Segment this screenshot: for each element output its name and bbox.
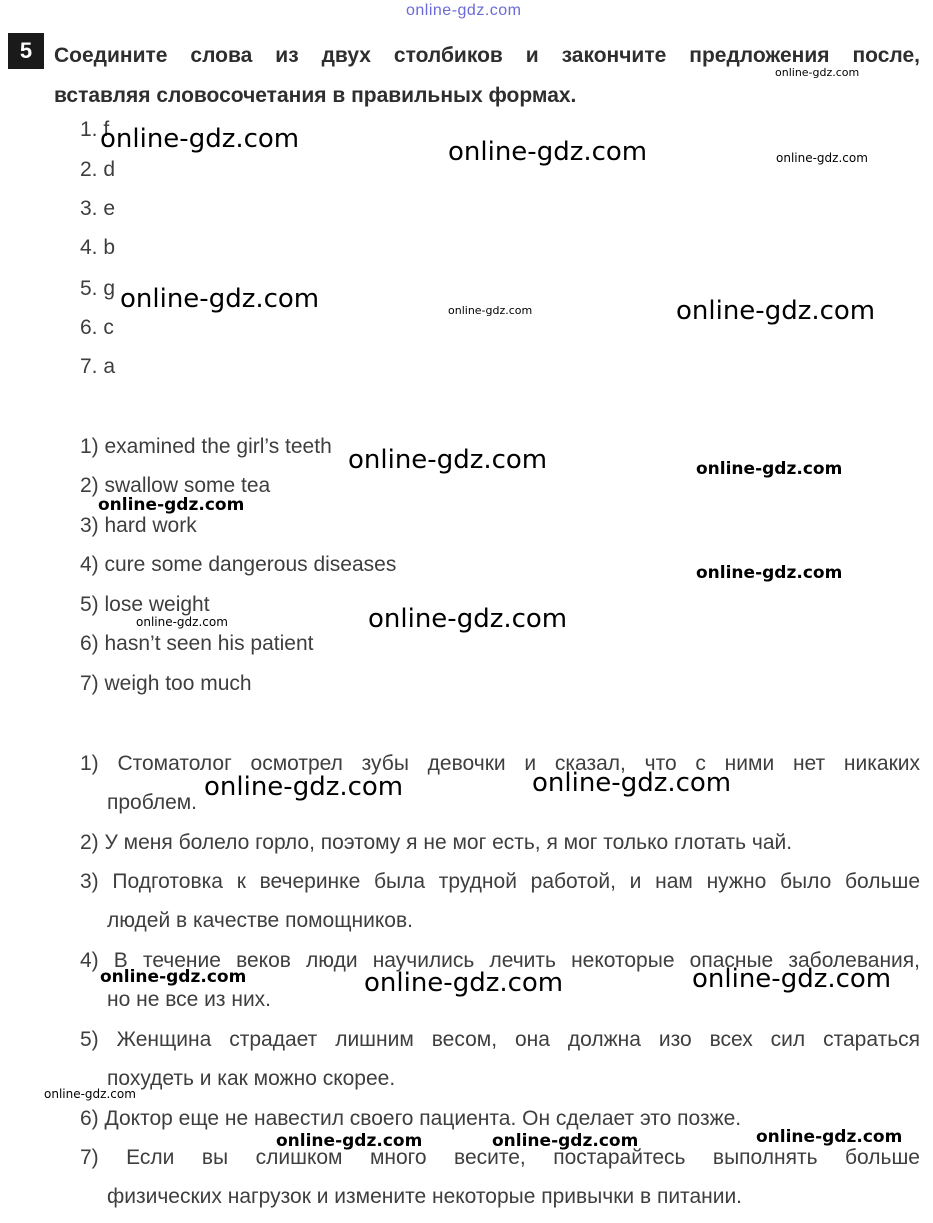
watermark: online-gdz.com: [136, 615, 228, 629]
translation-item: [80, 862, 920, 940]
translation-continuation: проблем.: [107, 791, 198, 814]
translation-continuation: но не все из них.: [107, 988, 272, 1011]
watermark: online-gdz.com: [348, 445, 548, 475]
translation-first-line: 2) У меня болело горло, поэтому я не мог есть, я мог только глотать чай.: [80, 831, 793, 854]
translation-first-line: 6) Доктор еще не навестил своего пациента. Он сделает это позже.: [80, 1107, 742, 1130]
phrase-item: 4) cure some dangerous diseases: [80, 553, 397, 576]
task-number-badge: 5: [8, 33, 44, 69]
answer-item: 4. b: [80, 236, 116, 259]
watermark: online-gdz.com: [98, 495, 245, 515]
answer-item: 5. g: [80, 277, 116, 300]
phrase-item: 2) swallow some tea: [80, 474, 271, 497]
phrase-item: 5) lose weight: [80, 593, 210, 616]
watermark: online-gdz.com: [100, 124, 300, 154]
watermark: online-gdz.com: [775, 66, 860, 79]
phrase-item: 6) hasn’t seen his patient: [80, 632, 314, 655]
watermark: online-gdz.com: [276, 1131, 423, 1151]
watermark: online-gdz.com: [368, 604, 568, 634]
translation-first-line: 1) Стоматолог осмотрел зубы девочки и сказал, что с ними нет никаких: [80, 752, 920, 775]
watermark: online-gdz.com: [532, 768, 732, 798]
translation-item: [80, 1020, 920, 1098]
watermark: online-gdz.com: [204, 772, 404, 802]
instruction-line-1: Соедините слова из двух столбиков и закончите предложения после,: [54, 44, 920, 67]
phrase-item: 7) weigh too much: [80, 672, 252, 695]
watermark: online-gdz.com: [676, 296, 876, 326]
phrase-item: 3) hard work: [80, 514, 197, 537]
watermark: online-gdz.com: [448, 137, 648, 167]
top-watermark: online-gdz.com: [406, 2, 522, 19]
watermark: online-gdz.com: [776, 151, 868, 165]
answer-item: 2. d: [80, 158, 116, 181]
watermark: online-gdz.com: [100, 967, 247, 987]
watermark: online-gdz.com: [448, 304, 533, 317]
watermark: online-gdz.com: [492, 1131, 639, 1151]
translation-first-line: 3) Подготовка к вечеринке была трудной работой, и нам нужно было больше: [80, 870, 920, 893]
instruction-line-2: вставляя словосочетания в правильных формах.: [54, 84, 577, 107]
watermark: online-gdz.com: [756, 1127, 903, 1147]
watermark: online-gdz.com: [696, 563, 843, 583]
translation-continuation: похудеть и как можно скорее.: [107, 1067, 396, 1090]
translation-continuation: физических нагрузок и измените некоторые привычки в питании.: [107, 1185, 743, 1208]
watermark: online-gdz.com: [696, 459, 843, 479]
watermark: online-gdz.com: [44, 1087, 136, 1101]
translation-first-line: 4) В течение веков люди научились лечить некоторые опасные заболевания,: [80, 949, 920, 972]
answer-item: 1. f: [80, 118, 110, 141]
watermark: online-gdz.com: [364, 968, 564, 998]
answer-item: 7. a: [80, 355, 116, 378]
watermark: online-gdz.com: [120, 284, 320, 314]
watermark: online-gdz.com: [692, 964, 892, 994]
translation-item: [80, 823, 920, 862]
phrase-item: 1) examined the girl’s teeth: [80, 435, 332, 458]
answer-item: 6. c: [80, 316, 114, 339]
answer-item: 3. e: [80, 197, 116, 220]
translation-first-line: 7) Если вы слишком много весите, постарайтесь выполнять больше: [80, 1146, 920, 1169]
translation-continuation: людей в качестве помощников.: [107, 909, 413, 932]
translation-first-line: 5) Женщина страдает лишним весом, она должна изо всех сил стараться: [80, 1028, 920, 1051]
